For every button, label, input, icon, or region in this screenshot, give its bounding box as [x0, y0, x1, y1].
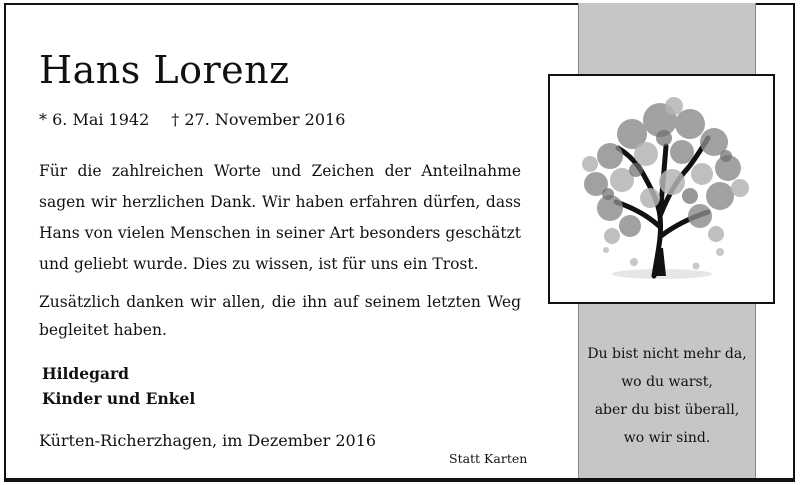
thanks-paragraph: Für die zahlreichen Worte und Zeichen der Anteilnahme sagen wir herzlichen Dank. Wir haben erfahren dürfen, dass Hans von vielen Menschen in seiner Art besonders geschätzt und geliebt wurde. Dies zu wissen, ist für uns ein Trost.: [39, 162, 521, 273]
deceased-name: Hans Lorenz: [39, 48, 290, 92]
tree-image-frame: [548, 74, 775, 304]
poem-line: Du bist nicht mehr da,: [587, 346, 747, 362]
death-date: † 27. November 2016: [171, 110, 346, 129]
birth-date: * 6. Mai 1942: [39, 110, 150, 129]
place-and-date: Kürten-Richerzhagen, im Dezember 2016: [39, 431, 377, 450]
additional-thanks-paragraph: Zusätzlich danken wir allen, die ihn auf seinem letzten Weg begleitet haben.: [39, 293, 521, 339]
poem: [580, 340, 754, 452]
signature-line: Hildegard: [42, 364, 130, 383]
poem-line: wo wir sind.: [623, 430, 711, 446]
life-dates: [39, 110, 345, 129]
poem-line: wo du warst,: [621, 374, 713, 390]
signature-line: Kinder und Enkel: [42, 389, 196, 408]
statt-karten-note: Statt Karten: [449, 451, 528, 466]
tree-icon: [550, 76, 773, 302]
poem-line: aber du bist überall,: [594, 402, 740, 418]
